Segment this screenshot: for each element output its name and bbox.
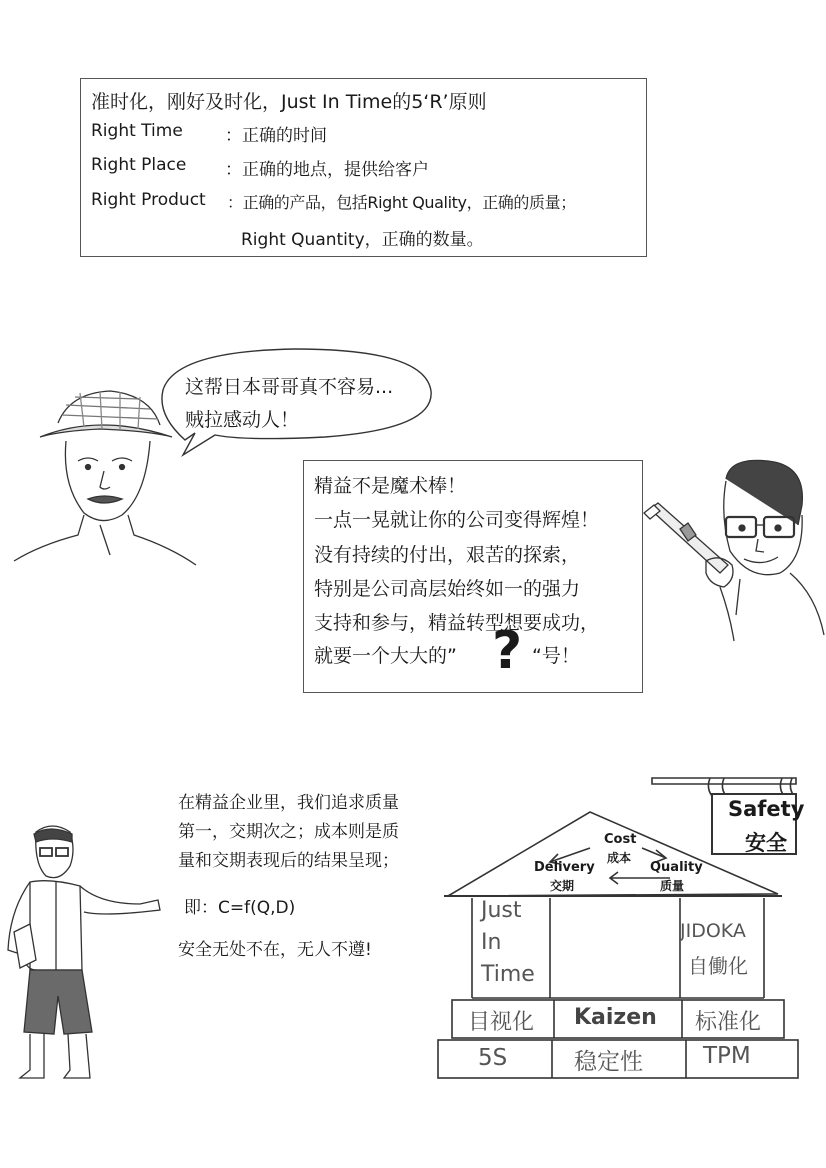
jit-row-desc: ：正确的地点，提供给客户 — [225, 160, 429, 180]
standing-man-illustration — [0, 820, 170, 1085]
base-kaizen: Kaizen — [574, 1005, 657, 1030]
base-tpm: TPM — [703, 1043, 751, 1069]
bubble-left-line2: 贼拉感动人！ — [185, 409, 300, 431]
pillar-jit-line: Time — [481, 962, 535, 987]
lean-line: 一点一晃就让你的公司变得辉煌！ — [314, 509, 600, 531]
pillar-jidoka-line: 自働化 — [688, 954, 748, 978]
pillar-jit-line: Just — [481, 898, 522, 923]
jit-row-term: Right Time — [91, 121, 183, 141]
formula-text: 即：C=f(Q,D) — [184, 898, 296, 918]
lean-text-line1: 在精益企业里，我们追求质量 — [178, 793, 399, 813]
jit-row-term: Right Place — [91, 155, 187, 175]
speech-bubble-left-shape — [155, 345, 440, 460]
jit-row-quantity: Right Quantity，正确的数量。 — [241, 230, 484, 250]
safety-text: 安全无处不在，无人不遵! — [178, 940, 372, 960]
quality-label: Quality — [650, 860, 703, 875]
pillar-jidoka-line: JIDOKA — [680, 920, 746, 942]
jit-row-term: Right Product — [91, 190, 206, 210]
base-5s: 5S — [478, 1045, 508, 1071]
lean-text-line2: 第一，交期次之；成本则是质 — [178, 822, 399, 842]
jit-row-desc: ：正确的时间 — [225, 126, 327, 146]
safety-sign-en: Safety — [728, 797, 805, 821]
lean-line: 支持和参与，精益转型想要成功， — [314, 612, 600, 634]
lean-line: 精益不是魔术棒！ — [314, 475, 467, 497]
lean-text-line3: 量和交期表现后的结果呈现； — [178, 851, 399, 871]
safety-sign-cn: 安全 — [745, 831, 787, 855]
base-stability: 稳定性 — [574, 1049, 643, 1075]
lean-line-last-start: 就要一个大大的” — [314, 645, 457, 667]
pillar-jit-line: In — [481, 930, 502, 955]
delivery-label: Delivery — [534, 860, 595, 875]
delivery-label-cn: 交期 — [550, 879, 575, 893]
cost-label-cn: 成本 — [607, 851, 632, 865]
bubble-left-line1: 这帮日本哥哥真不容易... — [185, 376, 394, 398]
jit-principle-box — [80, 78, 647, 257]
question-mark: ? — [492, 621, 523, 681]
jit-row-desc: ：正确的产品，包括Right Quality，正确的质量； — [227, 193, 576, 212]
cost-label: Cost — [604, 832, 637, 847]
lean-message-box — [303, 460, 643, 693]
quality-label-cn: 质量 — [660, 879, 685, 893]
base-standardization: 标准化 — [695, 1010, 762, 1035]
glasses-man-illustration — [640, 455, 826, 645]
lean-line: 没有持续的付出，艰苦的探索， — [314, 544, 581, 566]
jit-title: 准时化，刚好及时化，Just In Time的5‘R’原则 — [91, 91, 487, 113]
lean-line: 特别是公司高层始终如一的强力 — [314, 578, 581, 600]
lean-line-last-end: “号！ — [532, 645, 580, 667]
base-visual-management: 目视化 — [468, 1010, 535, 1035]
